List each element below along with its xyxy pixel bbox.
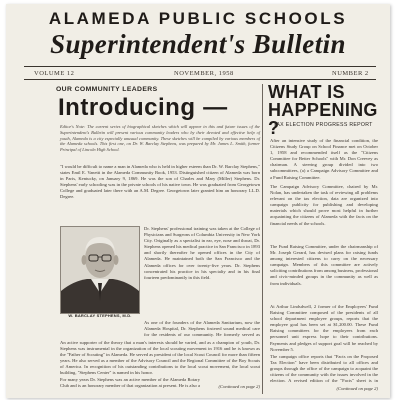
- bulletin-page: [6, 4, 390, 398]
- portrait-image: [61, 227, 139, 313]
- sidebar-paragraph-1: After an intensive study of the financial condition, the Citizens Study Group on School Finance met on October 1, 1958 and recommended itself as the "Citizens Committee for Better Schools" with Mr. Don Creevey as chairman. A steering group divided into two subcommittees, (a) a Campaign Advisory Committee and a Fund Raising Committee.: [270, 138, 378, 180]
- masthead-rule-bottom: [24, 79, 376, 80]
- sidebar-paragraph-2: The Campaign Advisory Committee, chaired by Mr. Nolan, has undertaken the task of reviewing all problems relevant on the tax election, data are organized into campaign publicity for publishing and developing materials which should prove most helpful in further acquainting the citizens of Alameda with the facts on the financial needs of the schools.: [270, 184, 378, 226]
- article-paragraph-4: An active supporter of the theory that a man's interests should be varied, and as a champion of youth, Dr. Stephens was instrumental in the organization of the local scouting movement in 1916 and he is known as the "Father of Scouting" in Alameda. He served as president of the local Scout Council for more than fifteen years. He also served as a member of the Advisory Council and the Regional Committee of the Boy Scouts of America. In recognition of his outstanding contributions to the local scout movement, the local scout building, "Stephens Center" is named in his honor.: [60, 340, 260, 376]
- district-name: ALAMEDA PUBLIC SCHOOLS: [48, 9, 348, 28]
- column-divider: [262, 84, 263, 394]
- issue-number: NUMBER 2: [332, 70, 369, 77]
- sidebar-paragraph-4: At Arthur Lindsdwell, 2 former of the Employees' Fund Raising Committee composed of the presidents of all school department employee groups, reports that the employee goal has been set at $1,200.00. These Fund Raising committees for the employees from each personnel unit express hope to their contributions. Payments and pledges of support goal will be reached by November 5.: [270, 304, 378, 352]
- article-paragraph-1: "I would be difficult to name a man in Alameda who is held in higher esteem than Dr. W. Barclay Stephens," states Emil E. Vanetti in the Alameda Community Book, 1953. Distinguished citizen of Alameda was born in Paris, Kentucky, on January 9, 1869. He was the son of Charles and Mary (Miller) Stephens. Dr. Stephens' early schooling was in the private schools of his native town. He was graduated from Georgetown College and graduated later there with an A.M. Degree. Georgetown later granted him an honorary LL.D. Degree.: [60, 164, 260, 200]
- sidebar-title: [268, 83, 390, 137]
- masthead-rule-top: [24, 66, 376, 67]
- sidebar-paragraph-5: The campaign office reports that "Facts on the Proposed Tax Election" have been distributed to all offices and groups through the office of the campaign to acquaint the citizens of the community with the issues involved in the election. A revised edition of the "Facts" sheet is in: [270, 354, 378, 384]
- article-headline: [58, 94, 228, 122]
- issue-volume: VOLUME 12: [34, 70, 75, 77]
- sidebar-title-line-2: HAPPENING ?: [268, 100, 378, 138]
- issue-date: NOVEMBER, 1958: [174, 70, 234, 77]
- section-tag: OUR COMMUNITY LEADERS: [56, 86, 158, 93]
- headline-text: Introducing: [58, 94, 196, 121]
- article-paragraph-3: As one of the founders of the Alameda Sanitarium, now the Alameda Hospital, Dr. Stephens fostered sound medical care for the residents of our community. He formerly served as: [144, 320, 260, 338]
- sidebar-title-line-1: WHAT IS: [268, 82, 345, 102]
- article-paragraph-2: Dr. Stephens' professional training was taken at the College of Physicians and Surgeons of Columbia University in New York City. Originally as a specialist in ear, eye, nose and throat, Dr. Stephens opened his medical practice in San Francisco in 1893 and shortly thereafter he opened offices in the City of Alameda. He maintained both the San Francisco and the Alameda offices for over twenty-five years. Dr. Stephens concentrated his practice in his specialty and in his final fourteen predominantly in this field.: [144, 226, 260, 280]
- article-paragraph-5: For many years Dr. Stephens was an active member of the Alameda Rotary Club and is an honorary member of that organization at present. He is also a: [60, 377, 200, 389]
- sidebar-subtitle: TAX ELECTION PROGRESS REPORT: [273, 122, 373, 128]
- headline-dash: —: [195, 94, 229, 121]
- bulletin-title: Superintendent's Bulletin: [50, 29, 346, 59]
- portrait-photo: [60, 226, 140, 314]
- sidebar-paragraph-3: The Fund Raising Committee, under the chairmanship of Mr. Joseph Gerard, has devised plans for raising funds among interested citizens to carry on the necessary campaign. Members of this committee are actively soliciting contributions from among business, professional and civic-minded groups in the community as well as from individuals.: [270, 244, 378, 286]
- photo-caption: W. BARCLAY STEPHENS, M.D.: [68, 313, 132, 318]
- sidebar-continued: (Continued on page 2): [336, 386, 378, 391]
- editor-note: Editor's Note: The current series of biographical sketches which will appear in this and future issues of the Superintendent's Bulletin will present various community leaders who by their devoted and effective help of youth, Alameda is a city especially unusual community. These sketches will be compiled by various members of the Alameda schools. This first one, on Dr. W. Barclay Stephens, was prepared by Mr. James L. Smith, former Principal of Lincoln High School.: [60, 124, 260, 153]
- article-continued: (Continued on page 2): [218, 384, 260, 389]
